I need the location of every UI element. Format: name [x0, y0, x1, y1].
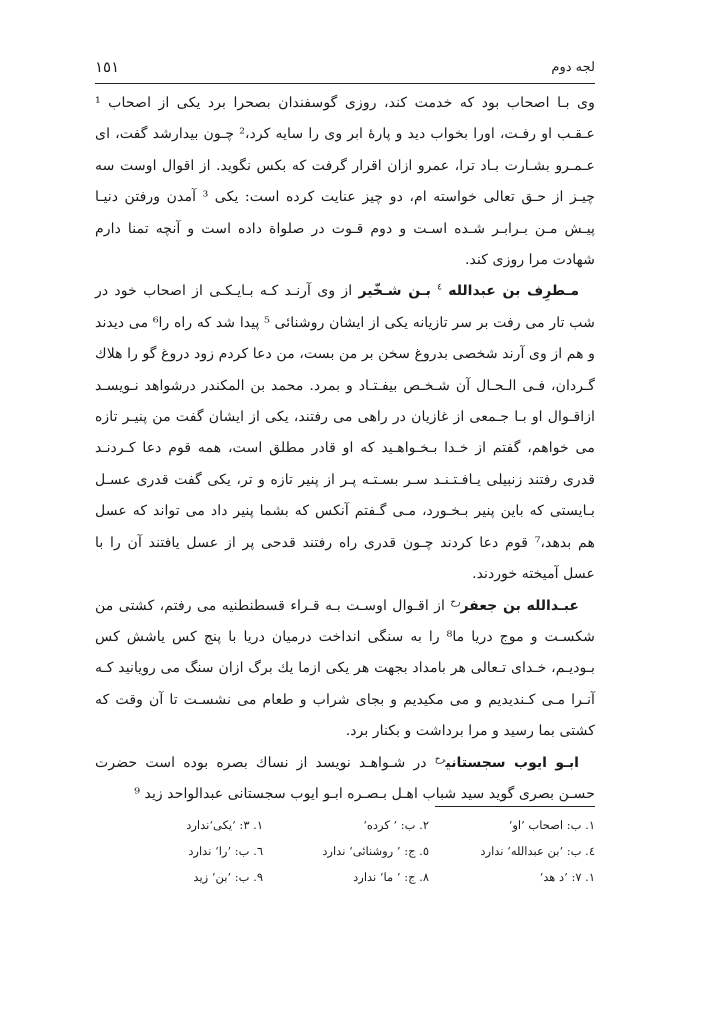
footnote-item: ١. ٧: ’د هد‘: [539, 870, 595, 884]
footnotes: [95, 812, 595, 890]
footnote-item: ٦. ب: ’را‘ ندارد: [188, 844, 263, 858]
footnote-item: ٨. ج: ’ ما‘ ندارد: [353, 870, 429, 884]
person-name: مـطرِف بن عبدالله: [448, 283, 580, 300]
header-rule: [95, 83, 595, 84]
footnote-item: ١. ٣: ’یکی‘ندارد: [186, 818, 263, 832]
paragraph-abdullah-jafar: [95, 591, 595, 748]
person-name-tail: بـن شـخّیر: [358, 283, 431, 300]
body-text: [95, 88, 595, 810]
honorific-marker: رح: [450, 596, 461, 607]
footnote-item: ٤. ب: ’بن عبدالله‘ ندارد: [480, 844, 595, 858]
honorific-marker: رح: [434, 753, 446, 764]
footnote-row: [95, 838, 595, 864]
person-name: عبـدالله بن جعفر: [460, 597, 579, 614]
paragraph-text: از اقـوال اوسـت بـه قـراء قسطنطنیه می رفتم، کشتی من شکسـت و موج دریا ما⁸ را به سنگی انداخت درمیان دریا با پنج کس یاشش کس بـودیـم، خـدای تـعالی هر بامداد بجهت هر یکی ازما یك برگ ازان سنگ می رویانید کـه آنـرا مـی کـندیدیم و می مکیدیم و بجای شراب و طعام می نشسـت تا آن وقت که کشتی بما رسید و مرا برداشت و بکنار برد.: [95, 597, 595, 740]
paragraph-text: از وی آرنـد کـه بـایـکـی از اصحاب خود در شب تار می رفت بر سر تازیانه یکی از ایشان روشنائی ⁵ پیدا شد که راه را⁶ می دیدند و هم از وی آرند شخصی بدروغ سخن بر من بست، من دعا کردم زود دروغ گو را هلاك گـردان، فـی الـحـال آن شـخـص بیفـتـاد و بمرد. محمد بن المکندر درشواهد نـویسـد ازاقـوال او بـا جـمعی از غازیان در راهی می رفتند، یکی از ایشان گفت من پنیـر تازه می خواهم، گفتم از خـدا بـخـواهـید که او قادر مطلق است، همه قوم دعا کـردنـد قدری رفتند زنبیلی یـافـتـنـد سـر بسـتـه پـر از پنیر تازه و تر، یکی گفت قدری عسـل بـایستی که باین پنیر بـخـورد، مـی گـفتم آنکس که بشما پنیر داد می تواند که عسل هم بدهد،⁷ قوم دعا کردند چـون قدری راه رفتند قدحی پر از عسل یافتند آن را با عسل آمیخته خوردند.: [95, 283, 595, 583]
chapter-title: لجه دوم: [551, 60, 595, 75]
paragraph-abu-ayyub: [95, 748, 595, 811]
paragraph-mutarrif: [95, 276, 595, 590]
footnote-marker: ٤: [437, 282, 442, 293]
paragraph-text: در شـواهـد نویسد از نساك بصره بوده است حضرت حسـن بصری گوید سید شباب اهـل بـصـره ابـو ایوب سجستانی عبدالواحد زید ⁹: [95, 754, 595, 802]
footnote-row: [95, 812, 595, 838]
paragraph-text: وی بـا اصحاب بود که خدمت کند، روزی گوسفندان بصحرا برد یکی از اصحاب ¹ عـقـب او رفـت، اورا بخواب دید و پارهٔ ابر وی را سایه کرد،² چـون بیدارشد گفت، ای عـمـرو بشـارت بـاد ترا، عمرو ازان اقرار گرفت که بکس نگوید. از اقوال اوست سه چیـز از حـق تعالی خواسته ام، دو چیز عنایت کرده است: یکی ³ آمدن ورفتن دنیـا پیـش مـن بـرابـر شـده اسـت و دوم قـوت در صلواة داده است و آنچه تمنا دارم شهادت مرا روزی کند.: [95, 95, 595, 269]
paragraph-amr: [95, 88, 595, 276]
running-header: [95, 56, 595, 82]
footnote-item: ٩. ب: ’بن‘ زید: [193, 870, 263, 884]
person-name: ابـو ایوب سجستانی: [445, 754, 579, 771]
footnote-item: ١. ب: اصحاب ’او‘: [508, 818, 595, 832]
page-number: ١٥١: [95, 58, 120, 76]
footnote-row: [95, 864, 595, 890]
footnote-item: ٢. ب: ’ کرده‘: [363, 818, 429, 832]
footnote-rule: [435, 806, 595, 807]
footnote-item: ٥. ج: ’ روشنائی‘ ندارد: [322, 844, 429, 858]
